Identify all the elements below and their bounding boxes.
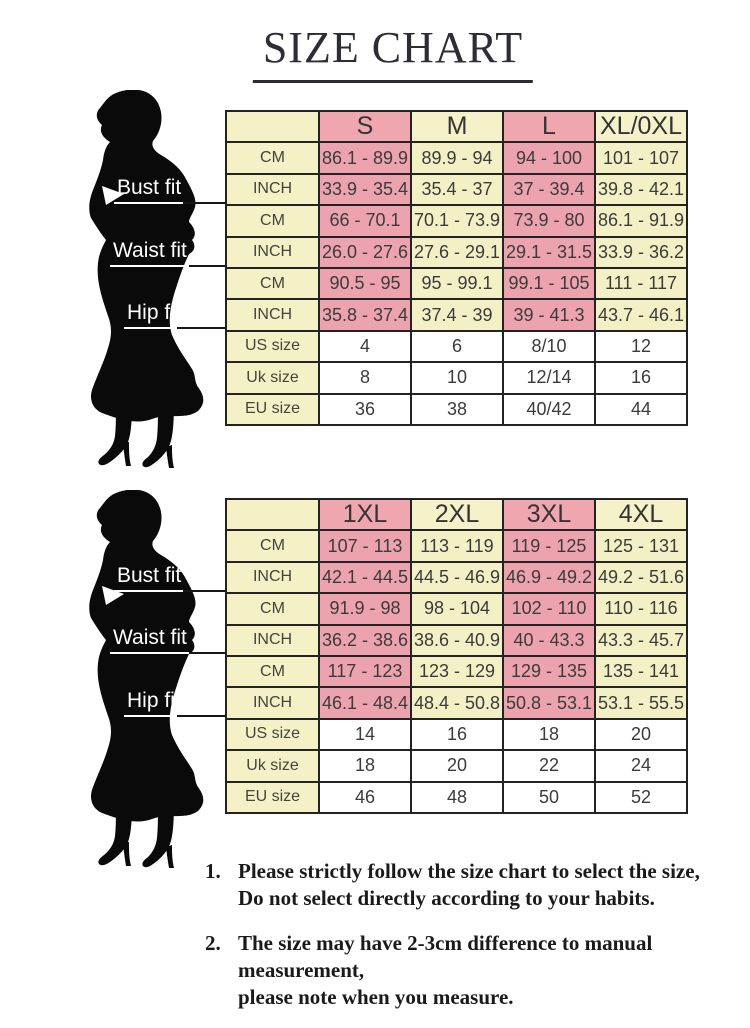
size-col-header: XL/0XL [595, 111, 687, 142]
row-label: EU size [226, 782, 319, 813]
row-label: CM [226, 268, 319, 299]
size-cell: 50.8 - 53.1 [503, 687, 595, 718]
size-cell: 10 [411, 362, 503, 393]
row-label: US size [226, 719, 319, 750]
size-cell: 135 - 141 [595, 656, 687, 687]
size-cell: 86.1 - 91.9 [595, 205, 687, 236]
size-cell: 39 - 41.3 [503, 299, 595, 330]
size-cell: 35.8 - 37.4 [319, 299, 411, 330]
footnote-2 [205, 930, 745, 1012]
size-cell: 8 [319, 362, 411, 393]
row-label: CM [226, 205, 319, 236]
size-cell: 16 [411, 719, 503, 750]
hip-fit-connector-line [177, 715, 225, 717]
waist-fit-label [110, 626, 190, 654]
size-cell: 14 [319, 719, 411, 750]
footnotes [205, 858, 745, 1028]
size-cell: 20 [411, 750, 503, 781]
size-cell: 49.2 - 51.6 [595, 562, 687, 593]
size-cell: 33.9 - 35.4 [319, 174, 411, 205]
size-col-header: S [319, 111, 411, 142]
size-cell: 94 - 100 [503, 142, 595, 173]
size-cell: 40/42 [503, 394, 595, 425]
size-cell: 52 [595, 782, 687, 813]
table-row [226, 782, 687, 813]
size-cell: 101 - 107 [595, 142, 687, 173]
waist-fit-connector-line [189, 652, 225, 654]
size-col-header: M [411, 111, 503, 142]
size-cell: 86.1 - 89.9 [319, 142, 411, 173]
size-cell: 24 [595, 750, 687, 781]
row-label: CM [226, 593, 319, 624]
row-label: INCH [226, 174, 319, 205]
size-col-header: 2XL [411, 499, 503, 530]
table-row [226, 562, 687, 593]
size-cell: 36 [319, 394, 411, 425]
size-cell: 38.6 - 40.9 [411, 625, 503, 656]
bust-fit-connector-line [183, 590, 225, 592]
size-cell: 73.9 - 80 [503, 205, 595, 236]
size-cell: 91.9 - 98 [319, 593, 411, 624]
size-cell: 26.0 - 27.6 [319, 237, 411, 268]
table-row [226, 237, 687, 268]
size-cell: 12 [595, 331, 687, 362]
row-label: INCH [226, 237, 319, 268]
waist-fit-text: Waist fit [113, 626, 187, 649]
size-cell: 27.6 - 29.1 [411, 237, 503, 268]
table-row [226, 331, 687, 362]
size-cell: 48.4 - 50.8 [411, 687, 503, 718]
row-label: CM [226, 142, 319, 173]
page-title: SIZE CHART [253, 22, 533, 83]
footnote-text: Please strictly follow the size chart to select the size, Do not select directly according to your habits. [238, 859, 700, 911]
size-cell: 44.5 - 46.9 [411, 562, 503, 593]
size-cell: 119 - 125 [503, 530, 595, 561]
bust-fit-text: Bust fit [117, 564, 182, 587]
row-label: US size [226, 331, 319, 362]
hip-fit-label [124, 689, 184, 717]
size-cell: 22 [503, 750, 595, 781]
size-cell: 125 - 131 [595, 530, 687, 561]
size-cell: 8/10 [503, 331, 595, 362]
size-cell: 117 - 123 [319, 656, 411, 687]
size-cell: 48 [411, 782, 503, 813]
size-cell: 37 - 39.4 [503, 174, 595, 205]
size-cell: 53.1 - 55.5 [595, 687, 687, 718]
row-label: INCH [226, 299, 319, 330]
size-col-header: 4XL [595, 499, 687, 530]
table-row [226, 656, 687, 687]
hip-fit-label [124, 301, 184, 329]
size-cell: 6 [411, 331, 503, 362]
table-row [226, 174, 687, 205]
table-row [226, 530, 687, 561]
size-cell: 40 - 43.3 [503, 625, 595, 656]
table-header-row [226, 111, 687, 142]
size-cell: 43.3 - 45.7 [595, 625, 687, 656]
woman-silhouette-bottom [46, 490, 226, 870]
table-header-row [226, 499, 687, 530]
size-cell: 129 - 135 [503, 656, 595, 687]
waist-fit-label [110, 239, 190, 267]
size-cell: 123 - 129 [411, 656, 503, 687]
size-cell: 43.7 - 46.1 [595, 299, 687, 330]
woman-silhouette-top [46, 90, 226, 470]
hip-fit-text: Hip fit [127, 689, 181, 712]
footnote-number: 1. [205, 859, 221, 883]
size-cell: 99.1 - 105 [503, 268, 595, 299]
table-row [226, 299, 687, 330]
size-cell: 113 - 119 [411, 530, 503, 561]
table-row [226, 750, 687, 781]
footnote-1 [205, 858, 745, 913]
bust-fit-label [114, 176, 184, 204]
row-label: INCH [226, 625, 319, 656]
footnote-number: 2. [205, 930, 221, 955]
size-cell: 33.9 - 36.2 [595, 237, 687, 268]
footnote-text: The size may have 2-3cm difference to manual measurement, please note when you measure. [238, 930, 653, 1010]
row-label: CM [226, 656, 319, 687]
size-cell: 107 - 113 [319, 530, 411, 561]
size-table-regular [225, 110, 688, 426]
size-cell: 90.5 - 95 [319, 268, 411, 299]
bust-fit-label [114, 564, 184, 592]
size-cell: 111 - 117 [595, 268, 687, 299]
size-cell: 110 - 116 [595, 593, 687, 624]
size-cell: 95 - 99.1 [411, 268, 503, 299]
corner-cell [226, 111, 319, 142]
size-cell: 29.1 - 31.5 [503, 237, 595, 268]
waist-fit-connector-line [189, 265, 225, 267]
size-cell: 46.9 - 49.2 [503, 562, 595, 593]
size-cell: 98 - 104 [411, 593, 503, 624]
table-row [226, 687, 687, 718]
size-cell: 20 [595, 719, 687, 750]
size-cell: 70.1 - 73.9 [411, 205, 503, 236]
size-cell: 16 [595, 362, 687, 393]
size-cell: 38 [411, 394, 503, 425]
size-cell: 42.1 - 44.5 [319, 562, 411, 593]
table-row [226, 268, 687, 299]
table-row [226, 142, 687, 173]
size-cell: 44 [595, 394, 687, 425]
row-label: CM [226, 530, 319, 561]
size-cell: 66 - 70.1 [319, 205, 411, 236]
size-cell: 35.4 - 37 [411, 174, 503, 205]
table-row [226, 593, 687, 624]
size-cell: 4 [319, 331, 411, 362]
size-cell: 102 - 110 [503, 593, 595, 624]
bust-fit-connector-line [183, 202, 225, 204]
table-row [226, 625, 687, 656]
size-col-header: 1XL [319, 499, 411, 530]
size-cell: 18 [503, 719, 595, 750]
row-label: INCH [226, 562, 319, 593]
size-col-header: 3XL [503, 499, 595, 530]
size-cell: 12/14 [503, 362, 595, 393]
size-cell: 89.9 - 94 [411, 142, 503, 173]
waist-fit-text: Waist fit [113, 239, 187, 262]
table-row [226, 205, 687, 236]
size-col-header: L [503, 111, 595, 142]
size-cell: 46.1 - 48.4 [319, 687, 411, 718]
hip-fit-text: Hip fit [127, 301, 181, 324]
size-cell: 50 [503, 782, 595, 813]
row-label: INCH [226, 687, 319, 718]
row-label: Uk size [226, 362, 319, 393]
row-label: Uk size [226, 750, 319, 781]
size-cell: 37.4 - 39 [411, 299, 503, 330]
hip-fit-connector-line [177, 327, 225, 329]
table-row [226, 719, 687, 750]
size-cell: 18 [319, 750, 411, 781]
table-row [226, 394, 687, 425]
bust-fit-text: Bust fit [117, 176, 182, 199]
corner-cell [226, 499, 319, 530]
size-cell: 36.2 - 38.6 [319, 625, 411, 656]
row-label: EU size [226, 394, 319, 425]
size-cell: 39.8 - 42.1 [595, 174, 687, 205]
size-table-plus [225, 498, 688, 814]
size-cell: 46 [319, 782, 411, 813]
table-row [226, 362, 687, 393]
